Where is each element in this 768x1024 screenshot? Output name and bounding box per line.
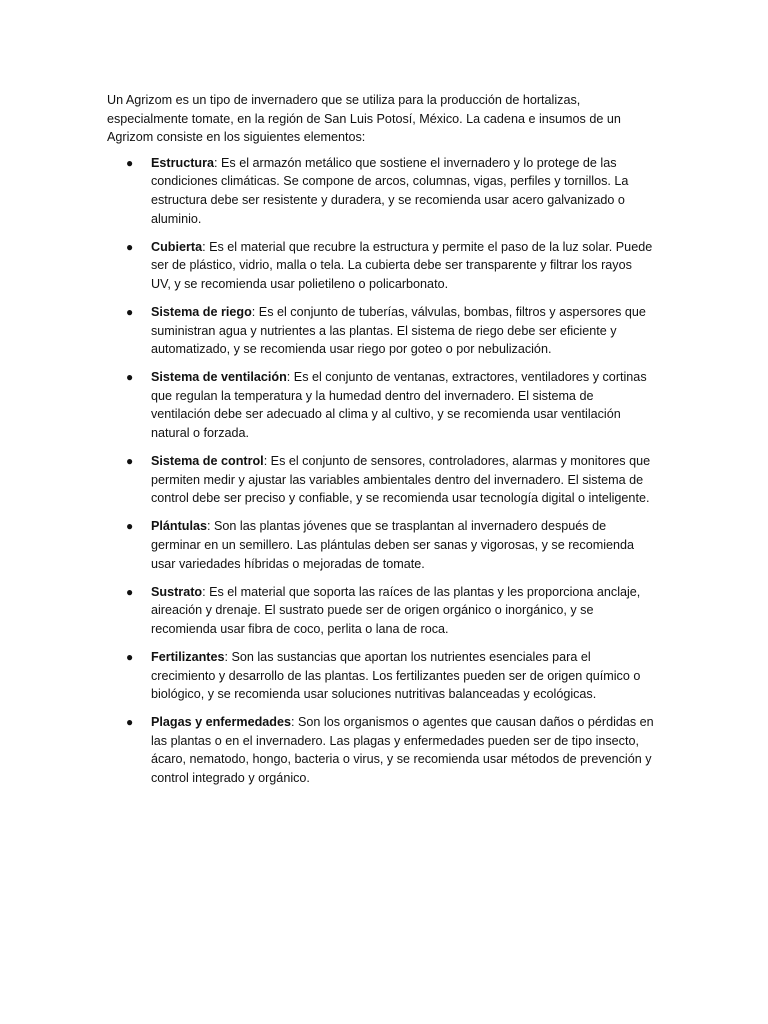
item-term: Sistema de riego: [151, 304, 252, 319]
item-description: : Son las sustancias que aportan los nutrientes esenciales para el crecimiento y desarrollo de las plantas. Los fertilizantes pueden ser de origen químico o biológico, y se recomienda usar soluciones nutritivas balanceadas y ecológicas.: [151, 649, 641, 702]
list-item: [107, 713, 655, 787]
document-body: [107, 91, 655, 797]
bullet-icon: ●: [126, 370, 134, 385]
bullet-icon: ●: [126, 239, 134, 254]
item-term: Plántulas: [151, 519, 207, 534]
item-description: : Son los organismos o agentes que causan daños o pérdidas en las plantas o en el invernadero. Las plagas y enfermedades pueden ser de tipo insecto, ácaro, nematodo, hongo, bacteria o virus, y se recomienda usar métodos de prevención y control integrado y orgánico.: [151, 715, 654, 785]
bullet-icon: ●: [126, 649, 134, 664]
item-description: : Es el material que recubre la estructura y permite el paso de la luz solar. Puede ser de plástico, vidrio, malla o tela. La cubierta debe ser transparente y filtrar los rayos UV, y se recomienda usar polietileno o policarbonato.: [151, 239, 653, 291]
item-term: Sistema de ventilación: [151, 370, 287, 385]
item-description: : Es el armazón metálico que sostiene el invernadero y lo protege de las condiciones climáticas. Se compone de arcos, columnas, vigas, perfiles y tornillos. La estructura debe ser resistente y duradera, y se recomienda usar acero galvanizado o aluminio.: [151, 155, 629, 226]
item-description: : Es el conjunto de sensores, controladores, alarmas y monitores que permiten medir y ajustar las variables ambientales dentro del invernadero. El sistema de control debe ser preciso y confiable, y se recomienda usar tecnología digital o inteligente.: [151, 454, 651, 506]
list-item: [107, 452, 655, 508]
bullet-icon: ●: [126, 715, 134, 730]
bullet-icon: ●: [126, 584, 134, 599]
list-item: [107, 583, 655, 639]
item-description: : Es el conjunto de ventanas, extractores, ventiladores y cortinas que regulan la temperatura y la humedad dentro del invernadero. El sistema de ventilación debe ser adecuado al clima y al cultivo, y se recomienda usar ventilación natural o forzada.: [151, 370, 647, 440]
item-term: Plagas y enfermedades: [151, 715, 292, 730]
intro-paragraph: Un Agrizom es un tipo de invernadero que se utiliza para la producción de hortalizas, especialmente tomate, en la región de San Luis Potosí, México. La cadena e insumos de un Agrizom consiste en los siguientes elementos:: [107, 93, 621, 145]
item-description: : Es el conjunto de tuberías, válvulas, bombas, filtros y aspersores que suministran agua y nutrientes a las plantas. El sistema de riego debe ser eficiente y automatizado, y se recomienda usar riego por goteo o por nebulización.: [151, 304, 646, 357]
list-item: [107, 368, 655, 442]
list-item: [107, 517, 655, 573]
list-item: [107, 648, 655, 704]
bullet-icon: ●: [126, 155, 134, 170]
elements-list: [107, 154, 655, 788]
item-term: Estructura: [151, 155, 214, 170]
item-term: Fertilizantes: [151, 649, 225, 664]
item-description: : Son las plantas jóvenes que se trasplantan al invernadero después de germinar en un semillero. Las plántulas deben ser sanas y vigorosas, y se recomienda usar variedades híbridas o mejoradas de tomate.: [151, 519, 635, 571]
bullet-icon: ●: [126, 304, 134, 319]
item-description: : Es el material que soporta las raíces de las plantas y les proporciona anclaje, aireación y drenaje. El sustrato puede ser de origen orgánico o inorgánico, y se recomienda usar fibra de coco, perlita o lana de roca.: [151, 584, 641, 636]
list-item: [107, 303, 655, 359]
list-item: [107, 154, 655, 228]
list-item: [107, 238, 655, 294]
item-term: Sustrato: [151, 584, 203, 599]
item-term: Sistema de control: [151, 454, 264, 469]
bullet-icon: ●: [126, 519, 134, 534]
bullet-icon: ●: [126, 454, 134, 469]
item-term: Cubierta: [151, 239, 203, 254]
